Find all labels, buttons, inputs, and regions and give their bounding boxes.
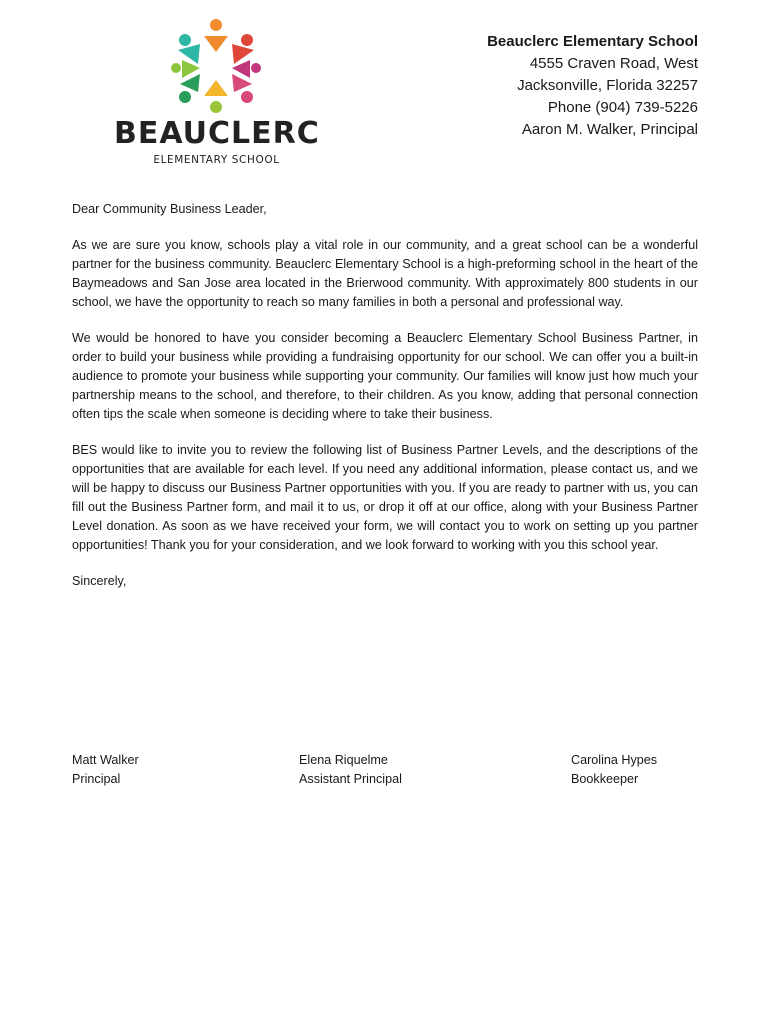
principal-name: Aaron M. Walker, Principal [521,121,698,138]
logo-subtitle: ELEMENTARY SCHOOL [153,154,280,166]
letter-body [72,200,698,608]
signatory-name: Elena Riquelme [299,753,388,767]
address-line-1: 4555 Craven Road, West [529,55,698,72]
letterhead-address [487,31,698,141]
signatory-principal [72,751,139,789]
signatory-title: Assistant Principal [299,772,402,786]
phone-number: Phone (904) 739-5226 [547,99,698,116]
school-name: Beauclerc Elementary School [487,33,698,50]
signatory-title: Principal [72,772,121,786]
school-logo-icon [170,18,262,114]
signatory-title: Bookkeeper [571,772,639,786]
signatory-bookkeeper [571,751,657,789]
paragraph-1: As we are sure you know, schools play a vital role in our community, and a great school can be a wonderful partner for the business community. Beauclerc Elementary School is a high-preforming school in the heart of the Baymeadows and San Jose area located in the Brierwood community. With approximately 800 students in our school, we have the opportunity to reach so many families in both a personal and professional way. [72,238,698,309]
paragraph-2: We would be honored to have you consider becoming a Beauclerc Elementary School Business Partner, in order to build your business while providing a fundraising opportunity for our school. We can offer you a built-in audience to promote your business while supporting your community. Our families will know just how much your partnership means to the school, and therefore, to their children. As you know, adding that personal connection often tips the scale when someone is deciding where to take their business. [72,331,698,421]
paragraph-3: BES would like to invite you to review the following list of Business Partner Levels, and the descriptions of the opportunities that are available for each level. If you need any additional information, please contact us, and we will be happy to discuss our Business Partner opportunities with you. If you are ready to partner with us, you can fill out the Business Partner form, and mail it to us, or drop it off at our office, along with your Business Partner Level donation. As soon as we have received your form, we will contact you to work on setting up you partner opportunities! Thank you for your consideration, and we look forward to working with you this school year. [72,443,698,552]
signatory-name: Carolina Hypes [571,753,658,767]
salutation: Dear Community Business Leader, [72,202,267,216]
signatory-name: Matt Walker [72,753,139,767]
logo-wordmark: BEAUCLERC [114,116,320,151]
signatory-assistant-principal [299,751,402,789]
address-line-2: Jacksonville, Florida 32257 [517,77,698,94]
closing: Sincerely, [72,574,127,588]
